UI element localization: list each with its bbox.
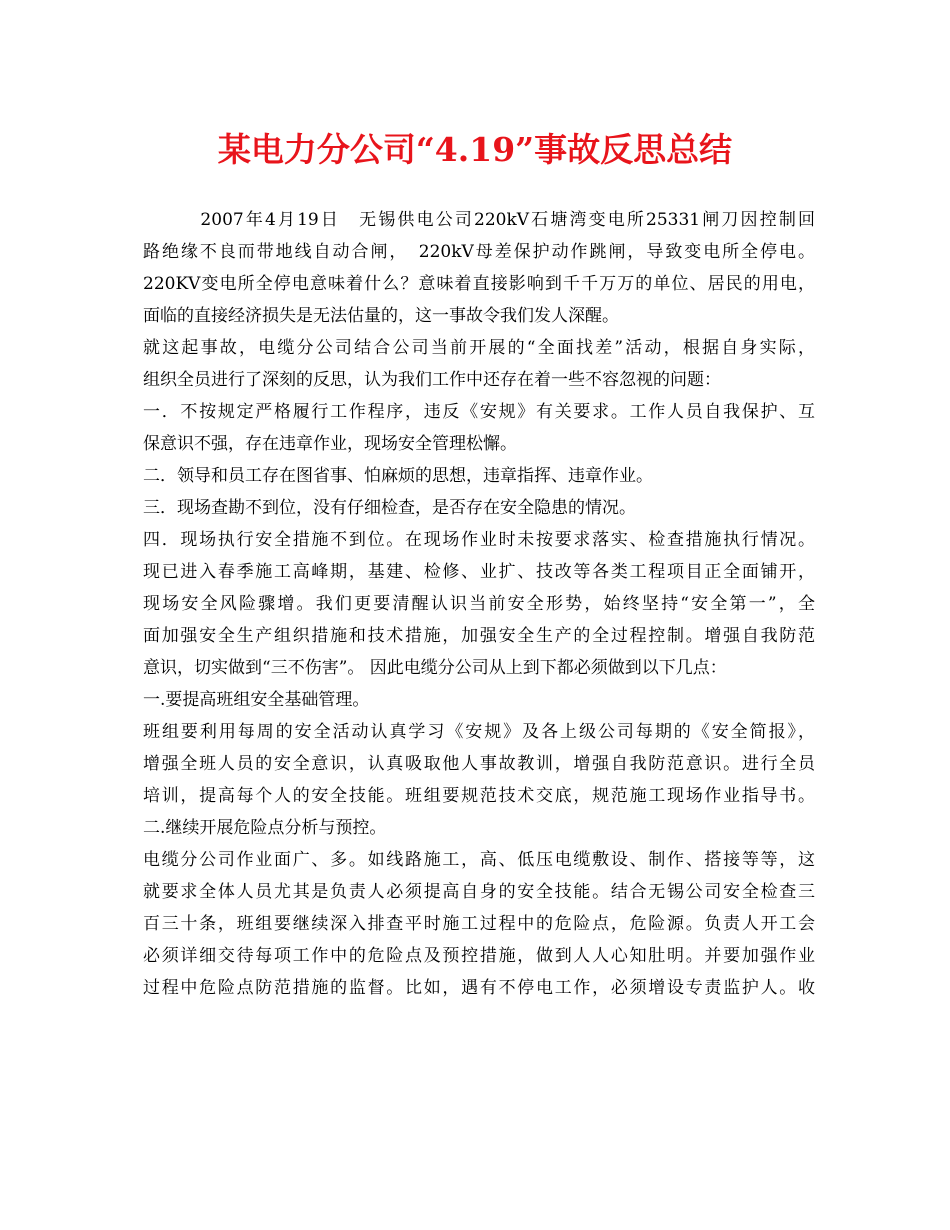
body-line: 二.继续开展危险点分析与预控。 [143, 818, 387, 838]
body-line: 培训，提高每个人的安全技能。班组要规范技术交底，规范施工现场作业指导书。 [143, 786, 815, 806]
body-line: 组织全员进行了深刻的反思，认为我们工作中还存在着一些不容忽视的问题： [143, 370, 721, 390]
body-line: 2007年4月19日 无锡供电公司220kV石塘湾变电所25331闸刀因控制回 [143, 210, 815, 230]
body-line: 四．现场执行安全措施不到位。在现场作业时未按要求落实、检查措施执行情况。 [143, 530, 815, 550]
body-line: 面加强安全生产组织措施和技术措施，加强安全生产的全过程控制。增强自我防范 [143, 626, 815, 646]
document-title: 某电力分公司“4.19”事故反思总结 [217, 130, 733, 169]
body-line: 现场安全风险骤增。我们更要清醒认识当前安全形势，始终坚持“安全第一”，全 [143, 594, 815, 614]
body-line: 一．不按规定严格履行工作程序，违反《安规》有关要求。工作人员自我保护、互 [143, 402, 815, 422]
body-line: 现已进入春季施工高峰期，基建、检修、业扩、技改等各类工程项目正全面铺开， [143, 562, 815, 582]
body-line: 意识，切实做到“三不伤害”。 因此电缆分公司从上到下都必须做到以下几点： [143, 658, 727, 678]
body-line: 就要求全体人员尤其是负责人必须提高自身的安全技能。结合无锡公司安全检查三 [143, 882, 815, 902]
body-line: 保意识不强，存在违章作业，现场安全管理松懈。 [143, 434, 517, 454]
body-line: 路绝缘不良而带地线自动合闸， 220kV母差保护动作跳闸，导致变电所全停电。 [143, 242, 815, 262]
body-line: 过程中危险点防范措施的监督。比如，遇有不停电工作，必须增设专责监护人。收 [143, 978, 815, 998]
body-line: 就这起事故，电缆分公司结合公司当前开展的“全面找差”活动，根据自身实际， [143, 338, 815, 358]
body-line: 一.要提高班组安全基础管理。 [143, 690, 370, 710]
body-line: 三．现场查勘不到位，没有仔细检查，是否存在安全隐患的情况。 [143, 498, 636, 518]
body-line: 班组要利用每周的安全活动认真学习《安规》及各上级公司每期的《安全简报》， [143, 722, 815, 742]
body-line: 面临的直接经济损失是无法估量的，这一事故令我们发人深醒。 [143, 306, 619, 326]
body-line: 必须详细交待每项工作中的危险点及预控措施，做到人人心知肚明。并要加强作业 [143, 946, 815, 966]
body-line: 增强全班人员的安全意识，认真吸取他人事故教训，增强自我防范意识。进行全员 [143, 754, 815, 774]
body-line: 百三十条，班组要继续深入排查平时施工过程中的危险点，危险源。负责人开工会 [143, 914, 815, 934]
body-line: 二．领导和员工存在图省事、怕麻烦的思想，违章指挥、违章作业。 [143, 466, 653, 486]
document-body [143, 204, 815, 1004]
body-line: 220KV变电所全停电意味着什么？意味着直接影响到千千万万的单位、居民的用电， [143, 274, 815, 294]
body-line: 电缆分公司作业面广、多。如线路施工，高、低压电缆敷设、制作、搭接等等，这 [143, 850, 815, 870]
